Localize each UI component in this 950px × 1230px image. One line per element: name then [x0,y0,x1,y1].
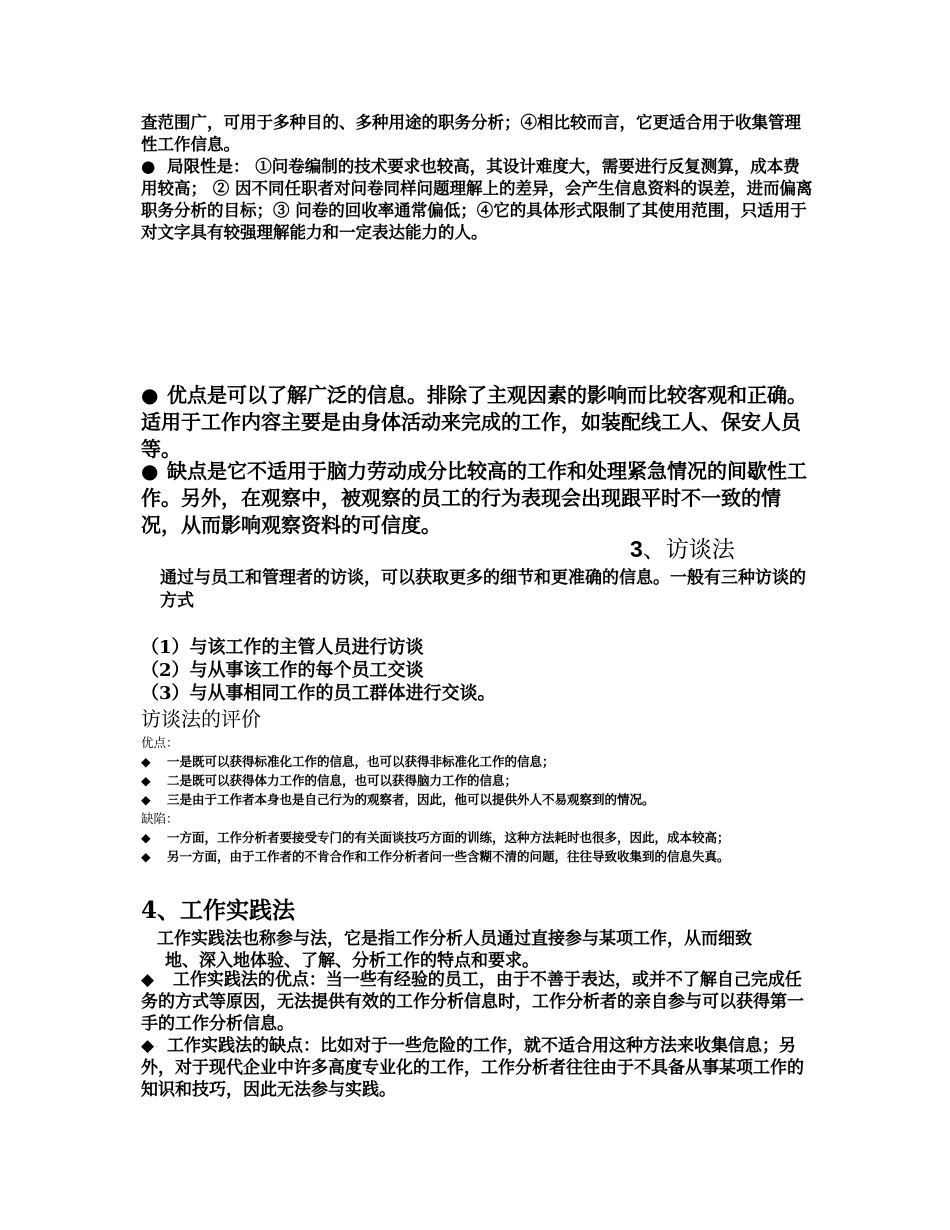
practice-intro-line: 地、深入地体验、了解、分析工作的特点和要求。 [165,951,539,971]
practice-heading: 4、工作实践法 [141,897,296,924]
interview-ways-list [141,636,813,705]
bullet-diamond-icon: ◆ [141,830,151,845]
list-item [141,771,813,790]
cons-text: 一方面，工作分析者要接受专门的有关面谈技巧方面的训练，这种方法耗时也很多，因此，成本较高； [167,830,730,845]
questionnaire-limitation-text: 局限性是： ①问卷编制的技术要求也较高，其设计难度大，需要进行反复测算，成本费用较高； ② 因不同任职者对问卷同样问题理解上的差异，会产生信息资料的误差，进而偏离职务分析的目标；③ 问卷的回收率通常偏低；④它的具体形式限制了其使用范围，只适用于对文字具有较强理解能力和一定表达能力的人。 [141,157,813,242]
practice-intro [157,928,817,972]
interview-eval [141,733,813,866]
list-item [141,828,813,847]
bullet-diamond-icon: ◆ [141,849,151,864]
list-item: （2）与从事该工作的每个员工交谈 [141,660,424,681]
practice-advantage-text: 工作实践法的优点：当一些有经验的员工，由于不善于表达，或并不了解自己完成任务的方式等原因，无法提供有效的工作分析信息时，工作分析者的亲自参与可以获得第一手的工作分析信息。 [141,970,804,1034]
bullet-dot-icon: ● [141,459,159,483]
list-item [141,790,813,809]
pros-label: 优点： [141,735,179,750]
practice-advantage [141,969,813,1035]
bullet-diamond-icon: ◆ [141,754,151,769]
interview-heading-text: 、访谈法 [642,537,735,563]
bullet-dot-icon: ● [141,157,156,176]
bullet-diamond-icon: ◆ [141,792,151,807]
interview-eval-title: 访谈法的评价 [141,707,261,731]
observation-disadvantage [141,458,813,539]
interview-intro: 通过与员工和管理者的访谈，可以获取更多的细节和更准确的信息。一般有三种访谈的方式 [160,568,806,611]
practice-disadvantage-text: 工作实践法的缺点：比如对于一些危险的工作，就不适合用这种方法来收集信息；另外，对于现代企业中许多高度专业化的工作，工作分析者往往由于不具备从事某项工作的知识和技巧，因此无法参与实践。 [141,1036,804,1100]
questionnaire-advantage-tail: 查范围广，可用于多种目的、多种用途的职务分析；④相比较而言，它更适合用于收集管理性工作信息。 [141,113,801,154]
cons-text: 另一方面，由于工作者的不肯合作和工作分析者问一些含糊不清的问题，往往导致收集到的信息失真。 [167,849,730,864]
pros-text: 一是既可以获得标准化工作的信息，也可以获得非标准化工作的信息； [167,754,555,769]
bullet-diamond-icon: ◆ [141,773,151,788]
bullet-diamond-icon: ◆ [141,970,155,990]
observation-advantage [141,382,813,463]
list-item: （1）与该工作的主管人员进行访谈 [141,637,424,658]
observation-advantage-text: 优点是可以了解广泛的信息。排除了主观因素的影响而比较客观和正确。适用于工作内容主要是由身体活动来完成的工作，如装配线工人、保安人员等。 [141,383,807,461]
practice-intro-line: 工作实践法也称参与法，它是指工作分析人员通过直接参与某项工作，从而细致 [157,929,752,949]
observation-disadvantage-text: 缺点是它不适用于脑力劳动成分比较高的工作和处理紧急情况的间歇性工作。另外，在观察中，被观察的员工的行为表现会出现跟平时不一致的情况，从而影响观察资料的可信度。 [141,459,807,537]
list-item: （3）与从事相同工作的员工群体进行交谈。 [141,683,496,704]
pros-text: 二是既可以获得体力工作的信息，也可以获得脑力工作的信息； [167,773,518,788]
list-item [141,847,813,866]
questionnaire-limitation [141,156,813,244]
practice-disadvantage [141,1035,813,1101]
interview-heading [630,534,735,565]
bullet-dot-icon: ● [141,383,159,407]
pros-text: 三是由于工作者本身也是自己行为的观察者，因此，他可以提供外人不易观察到的情况。 [167,792,655,807]
list-item [141,752,813,771]
cons-label: 缺陷： [141,811,179,826]
bullet-diamond-icon: ◆ [141,1036,155,1056]
interview-heading-number: 3 [630,536,643,562]
